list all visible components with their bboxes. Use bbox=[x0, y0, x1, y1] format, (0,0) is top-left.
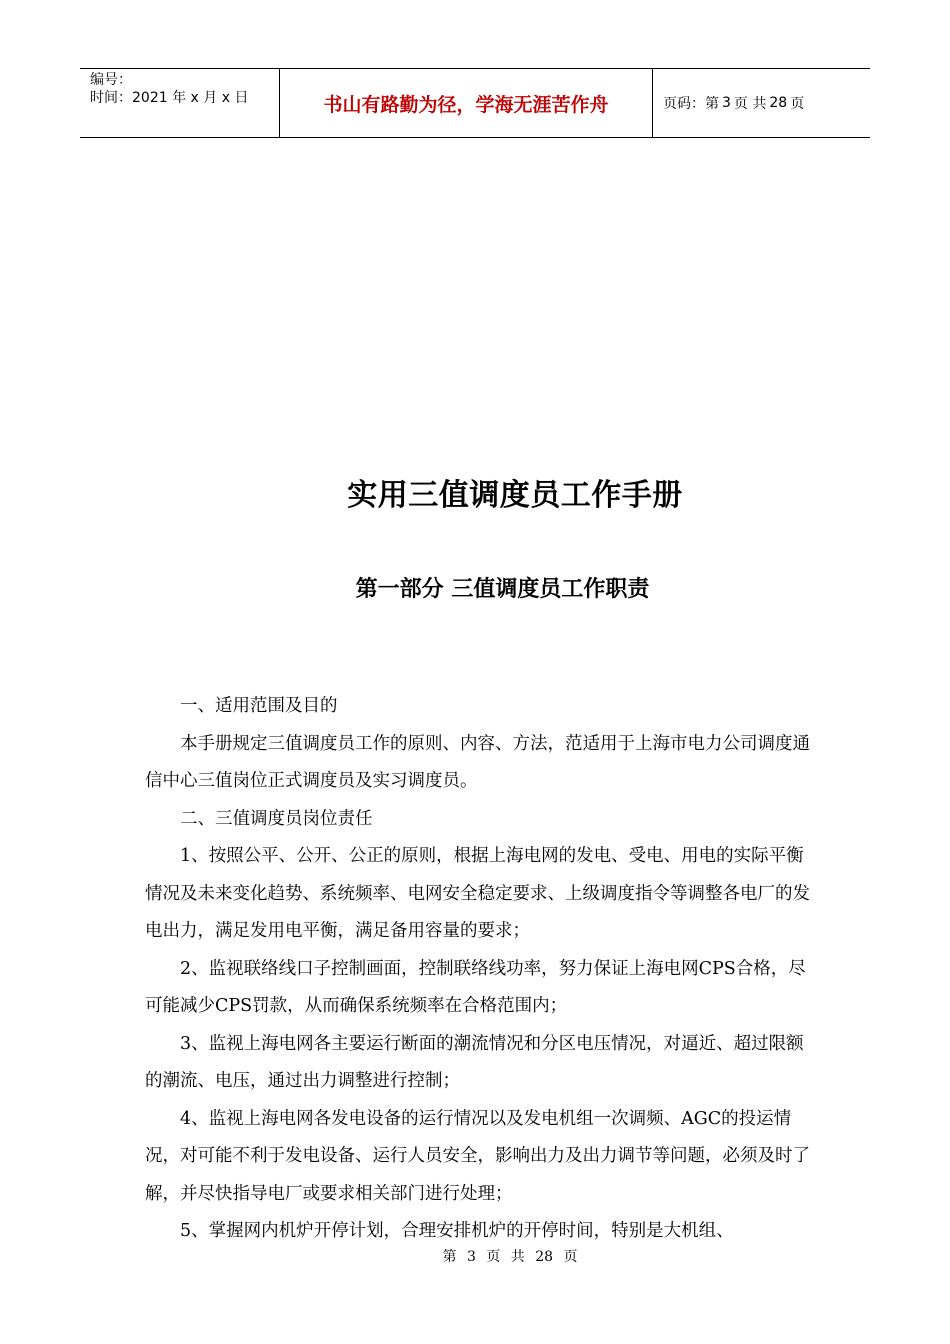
footer-total-pages: 28 bbox=[535, 1249, 554, 1265]
header-page-current: 3 bbox=[722, 95, 731, 111]
paragraph-duty-3: 3、监视上海电网各主要运行断面的潮流情况和分区电压情况，对逼近、超过限额的潮流、电压，通过出力调整进行控制； bbox=[145, 1033, 804, 1091]
footer-mid1: 页 bbox=[486, 1249, 501, 1265]
document-subtitle: 第一部分 三值调度员工作职责 bbox=[355, 577, 650, 602]
footer-current-page: 3 bbox=[466, 1249, 476, 1265]
paragraph-duty-5: 5、掌握网内机炉开停计划，合理安排机炉的开停时间，特别是大机组、 bbox=[180, 1221, 734, 1241]
header-motto: 书山有路勤为径，学海无涯苦作舟 bbox=[280, 69, 653, 137]
paragraph-scope: 本手册规定三值调度员工作的原则、内容、方法，范适用于上海市电力公司调度通信中心三值岗位正式调度员及实习调度员。 bbox=[145, 733, 810, 791]
section-heading-scope: 一、适用范围及目的 bbox=[180, 696, 338, 716]
header-meta bbox=[80, 69, 280, 137]
footer-suffix: 页 bbox=[563, 1249, 578, 1265]
document-body bbox=[145, 688, 813, 1251]
page-footer bbox=[0, 1246, 950, 1266]
paragraph-duty-2: 2、监视联络线口子控制画面，控制联络线功率，努力保证上海电网CPS合格，尽可能减少CPS罚款，从而确保系统频率在合格范围内； bbox=[145, 958, 806, 1016]
page-header bbox=[80, 68, 870, 138]
header-page-total: 28 bbox=[769, 95, 788, 111]
header-page-suffix: 页 bbox=[790, 96, 805, 112]
header-page-mid: 页 共 bbox=[733, 96, 767, 112]
header-page-info bbox=[653, 69, 870, 137]
paragraph-duty-4: 4、监视上海电网各发电设备的运行情况以及发电机组一次调频、AGC的投运情况，对可能不利于发电设备、运行人员安全，影响出力及出力调节等问题，必须及时了解，并尽快指导电厂或要求相关部门进行处理； bbox=[145, 1108, 810, 1204]
header-time-label: 时间：2021 年 x 月 x 日 bbox=[90, 90, 249, 106]
footer-prefix: 第 bbox=[442, 1249, 457, 1265]
header-number-label: 编号： bbox=[90, 72, 132, 88]
footer-mid2: 共 bbox=[510, 1249, 525, 1265]
header-page-prefix: 页码：第 bbox=[663, 96, 719, 112]
document-title: 实用三值调度员工作手册 bbox=[347, 478, 683, 513]
paragraph-duty-1: 1、按照公平、公开、公正的原则，根据上海电网的发电、受电、用电的实际平衡情况及未来变化趋势、系统频率、电网安全稳定要求、上级调度指令等调整各电厂的发电出力，满足发用电平衡，满足备用容量的要求； bbox=[145, 846, 810, 941]
section-heading-duties: 二、三值调度员岗位责任 bbox=[180, 808, 373, 829]
